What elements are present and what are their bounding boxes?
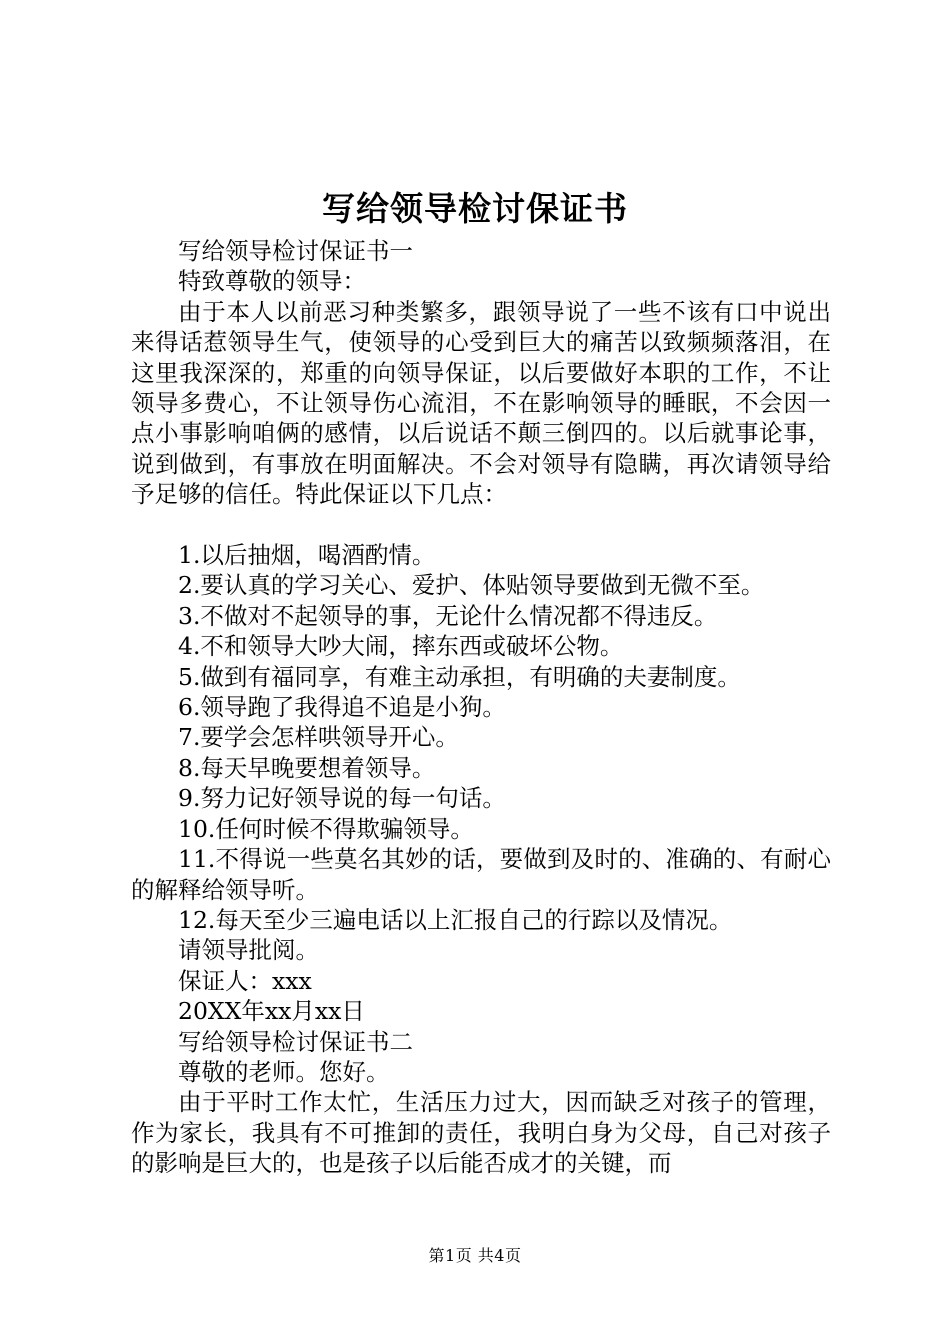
list-item: 9.努力记好领导说的每一句话。 (178, 784, 506, 813)
body-paragraph: 由于平时工作太忙，生活压力过大，因而缺乏对孩子的管理，作为家长，我具有不可推卸的责任，我明白身为父母，自己对孩子的影响是巨大的，也是孩子以后能否成才的关键，而 (131, 1088, 831, 1178)
list-item: 5.做到有福同享，有难主动承担，有明确的夫妻制度。 (178, 662, 741, 691)
page-footer: 第1页 共4页 (428, 1246, 522, 1265)
document-body (131, 236, 831, 1179)
list-item: 2.要认真的学习关心、爱护、体贴领导要做到无微不至。 (178, 571, 765, 600)
document-title: 写给领导检讨保证书 (322, 189, 628, 228)
list-item: 1.以后抽烟，喝酒酌情。 (178, 541, 436, 570)
salutation: 特致尊敬的领导： (178, 267, 366, 296)
list-item: 3.不做对不起领导的事，无论什么情况都不得违反。 (178, 601, 718, 630)
list-item: 8.每天早晚要想着领导。 (178, 753, 436, 782)
salutation: 尊敬的老师。您好。 (178, 1057, 390, 1086)
body-paragraph: 由于本人以前恶习种类繁多，跟领导说了一些不该有口中说出来得话惹领导生气，使领导的心受到巨大的痛苦以致频频落泪，在这里我深深的，郑重的向领导保证，以后要做好本职的工作，不让领导多费心，不让领导伤心流泪，不在影响领导的睡眠，不会因一点小事影响咱俩的感情，以后说话不颠三倒四的。以后就事论事，说到做到，有事放在明面解决。不会对领导有隐瞒，再次请领导给予足够的信任。特此保证以下几点： (131, 297, 831, 509)
guarantor-line: 保证人：xxx (178, 966, 312, 995)
list-item: 10.任何时候不得欺骗领导。 (178, 814, 474, 843)
list-item: 6.领导跑了我得追不追是小狗。 (178, 693, 506, 722)
section-heading-2: 写给领导检讨保证书二 (178, 1027, 413, 1056)
list-item: 11.不得说一些莫名其妙的话，要做到及时的、准确的、有耐心的解释给领导听。 (131, 845, 831, 904)
date-line: 20XX年xx月xx日 (178, 997, 365, 1026)
list-item: 4.不和领导大吵大闹，摔东西或破坏公物。 (178, 632, 624, 661)
closing-line: 请领导批阅。 (178, 936, 319, 965)
section-heading-1: 写给领导检讨保证书一 (178, 237, 413, 265)
list-item: 12.每天至少三遍电话以上汇报自己的行踪以及情况。 (178, 905, 733, 934)
list-item: 7.要学会怎样哄领导开心。 (178, 723, 459, 752)
